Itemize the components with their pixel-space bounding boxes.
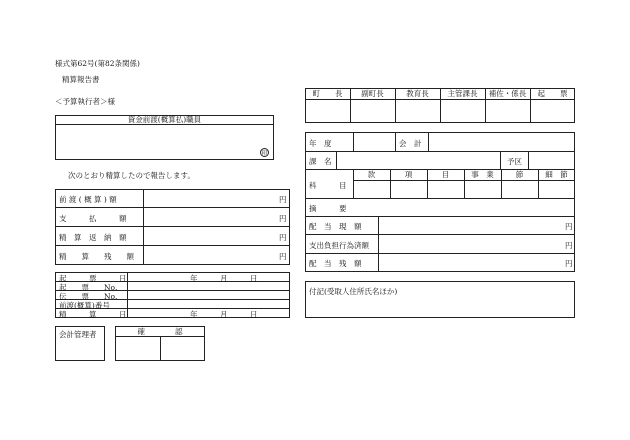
category-kan: 款 [367, 170, 376, 179]
fiscal-year-label: 年 度 [309, 139, 332, 148]
category-kou: 項 [404, 170, 413, 179]
category-project: 事 業 [471, 170, 494, 179]
amount-unit-balance: 円 [279, 252, 287, 261]
allocated-label: 配 当 現 額 [309, 222, 362, 231]
notes-label: 付記(受取人住所氏名ほか) [309, 287, 398, 296]
remaining-unit: 円 [565, 259, 573, 268]
amount-label-advance: 前 渡 ( 概 算 ) 額 [59, 195, 117, 204]
addressee: ＜予算執行者＞様 [55, 97, 115, 106]
amount-unit-paid: 円 [279, 214, 287, 223]
approval-assistant: 補佐・係長 [488, 89, 527, 98]
category-saisetsu: 細 節 [545, 170, 568, 179]
confirmation-label: 確 認 [137, 326, 183, 336]
accounting-manager-label: 会計管理者 [59, 330, 97, 339]
approval-section-chief: 主管課長 [447, 89, 478, 98]
committed-unit: 円 [565, 241, 573, 250]
amount-label-paid: 支 払 額 [59, 214, 127, 223]
voucher-value-issue-date: 年 月 日 [190, 274, 258, 283]
amount-unit-advance: 円 [279, 195, 287, 204]
amount-label-balance: 精 算 残 額 [59, 252, 134, 261]
voucher-label-issue-date: 起 票 日 [59, 274, 127, 283]
category-moku: 目 [441, 170, 450, 179]
approval-superintendent: 教育長 [406, 89, 429, 98]
approval-mayor: 町 長 [312, 89, 343, 98]
category-label: 科 目 [309, 181, 347, 190]
seal-mark: 印 [261, 150, 268, 157]
budget-table [305, 132, 575, 272]
amount-label-refund: 精 算 返 納 額 [59, 233, 127, 242]
category-setsu: 節 [515, 170, 524, 179]
account-label: 会 計 [399, 139, 422, 148]
allocated-unit: 円 [565, 222, 573, 231]
voucher-value-settle-date: 年 月 日 [190, 310, 258, 319]
voucher-label-issue-no: 起 票 No. [59, 283, 118, 292]
amount-unit-refund: 円 [279, 233, 287, 242]
remaining-label: 配 当 残 額 [309, 259, 362, 268]
section-name-label: 課 名 [309, 157, 332, 166]
staff-box-title: 資金前渡(概算払)職員 [127, 115, 202, 124]
committed-label: 支出負担行為済額 [309, 241, 369, 250]
summary-label: 摘 要 [309, 204, 347, 213]
voucher-label-advance-no: 前渡(概算)番号 [59, 301, 110, 310]
statement: 次のとおり精算したので報告します。 [68, 171, 195, 180]
voucher-label-slip-no: 伝 票 No. [59, 292, 118, 301]
form-title: 精算報告書 [62, 75, 100, 84]
approval-deputy-mayor: 副町長 [361, 89, 384, 98]
voucher-label-settle-date: 精 算 日 [59, 310, 127, 319]
form-number: 様式第62号(第82条関係) [55, 59, 140, 68]
approval-drafter: 起 票 [537, 89, 568, 98]
subsection-label: 予区 [507, 157, 522, 166]
